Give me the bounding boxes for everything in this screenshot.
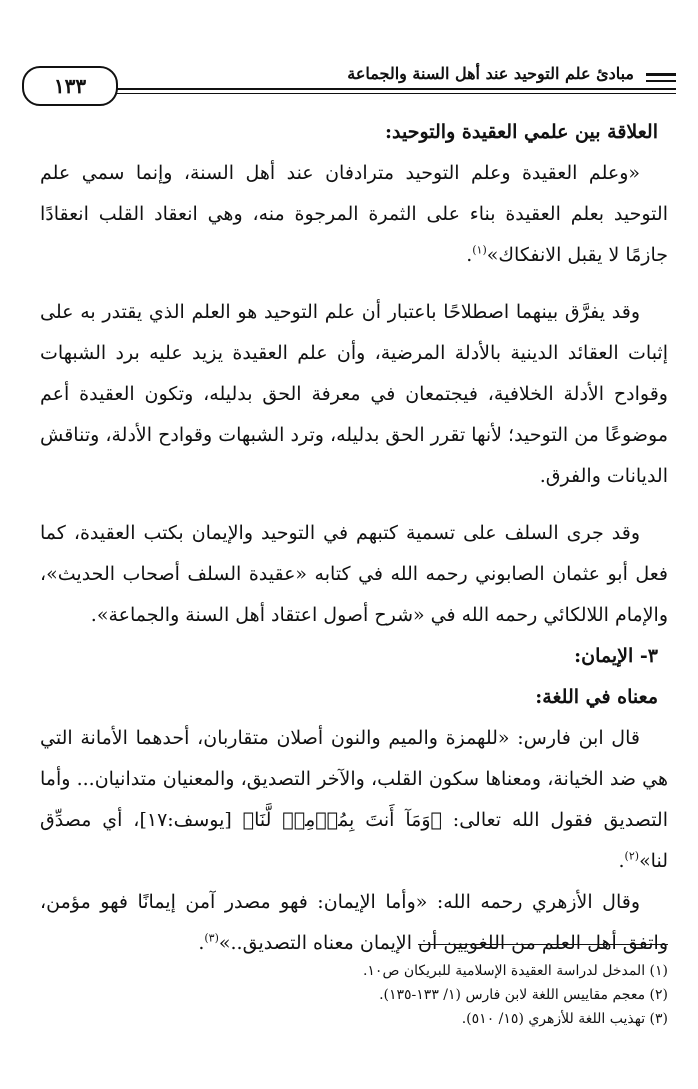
header-dash-bottom [646,80,676,82]
section-heading-relation: العلاقة بين علمي العقيدة والتوحيد: [385,121,658,143]
footnote-separator [418,944,668,945]
page-header [22,60,676,112]
header-rule-thin [92,93,676,94]
paragraph-azhari: وقال الأزهري رحمه الله: «وأما الإيمان: فهو مصدر آمن إيمانًا فهو مؤمن، واتفق أهل العلم من اللغويين أن الإيمان معناه التصديق..»$^{(٣)}$. [40,891,668,954]
header-rule-thick [92,88,676,90]
paragraph-distinction: وقد يفرَّق بينهما اصطلاحًا باعتبار أن علم التوحيد هو العلم الذي يقتدر به على إثبات العقائد الدينية بالأدلة المرضية، وأن علم العقيدة يزيد عليه برد الشبهات وقوادح الأدلة الخلافية، فيجتمعان في معرفة الحق بدليله، وتكون العقيدة أعم موضوعًا من التوحيد؛ لأنها تقرر الحق بدليله، وترد الشبهات وقوادح الأدلة، وتناقش الديانات والفرق. [40,301,668,487]
running-title: مبادئ علم التوحيد عند أهل السنة والجماعة [341,64,640,83]
page-number-badge: ١٣٣ [22,66,118,106]
page-body [40,112,668,964]
paragraph-ibn-faris: قال ابن فارس: «للهمزة والميم والنون أصلان متقاربان، أحدهما الأمانة التي هي ضد الخيانة، ومعناها سكون القلب، والآخر التصديق، والمعنيان متدانيان... وأما التصديق فقول الله تعالى: ﴿وَمَآ أَنتَ بِمُؤۡمِنٖ لَّنَا﴾ [يوسف:١٧]، أي مصدِّق لنا»$^{(٢)}$. [40,727,668,872]
header-dash-top [646,73,676,76]
paragraph-synonyms-text: «وعلم العقيدة وعلم التوحيد مترادفان عند أهل السنة، وإنما سمي علم التوحيد بعلم العقيدة بناء على الثمرة المرجوة منه، وهي انعقاد القلب انعقادًا جازمًا لا يقبل الانفكاك» [40,162,668,266]
paragraph-gap [40,276,668,292]
footnote-ref-1: (١) [472,243,487,257]
paragraph-ibn-faris-text: قال ابن فارس: «للهمزة والميم والنون أصلان متقاربان، أحدهما الأمانة التي هي ضد الخيانة، ومعناها سكون القلب، والآخر التصديق، والمعنيان متدانيان... وأما التصديق فقول الله تعالى: ﴿وَمَآ أَنتَ بِمُؤۡمِنٖ لَّنَا﴾ [يوسف:١٧]، أي مصدِّق لنا» [40,727,668,872]
footnote-1: (١) المدخل لدراسة العقيدة الإسلامية للبريكان ص١٠. [362,963,668,979]
paragraph-synonyms: «وعلم العقيدة وعلم التوحيد مترادفان عند أهل السنة، وإنما سمي علم التوحيد بعلم العقيدة بناء على الثمرة المرجوة منه، وهي انعقاد القلب انعقادًا جازمًا لا يقبل الانفكاك»$^{(١)}$. [40,162,668,266]
paragraph-azhari-text: وقال الأزهري رحمه الله: «وأما الإيمان: فهو مصدر آمن إيمانًا فهو مؤمن، واتفق أهل العلم من اللغويين أن الإيمان معناه التصديق..» [40,891,668,954]
paragraph-gap [40,497,668,513]
footnote-3: (٣) تهذيب اللغة للأزهري (١٥/ ٥١٠). [461,1011,668,1027]
footnote-ref-3: (٣) [204,931,219,945]
section-heading-iman: ٣- الإيمان: [574,645,658,667]
footnote-2: (٢) معجم مقاييس اللغة لابن فارس (١/ ١٣٣-١٣٥). [379,987,668,1003]
footnotes-section [40,944,668,1031]
subsection-heading-linguistic: معناه في اللغة: [535,686,658,708]
footnote-ref-2: (٢) [624,849,640,863]
paragraph-salaf-naming: وقد جرى السلف على تسمية كتبهم في التوحيد والإيمان بكتب العقيدة، كما فعل أبو عثمان الصابوني رحمه الله في كتابه «عقيدة السلف أصحاب الحديث»، والإمام اللالكائي رحمه الله في «شرح أصول اعتقاد أهل السنة والجماعة». [40,522,668,626]
